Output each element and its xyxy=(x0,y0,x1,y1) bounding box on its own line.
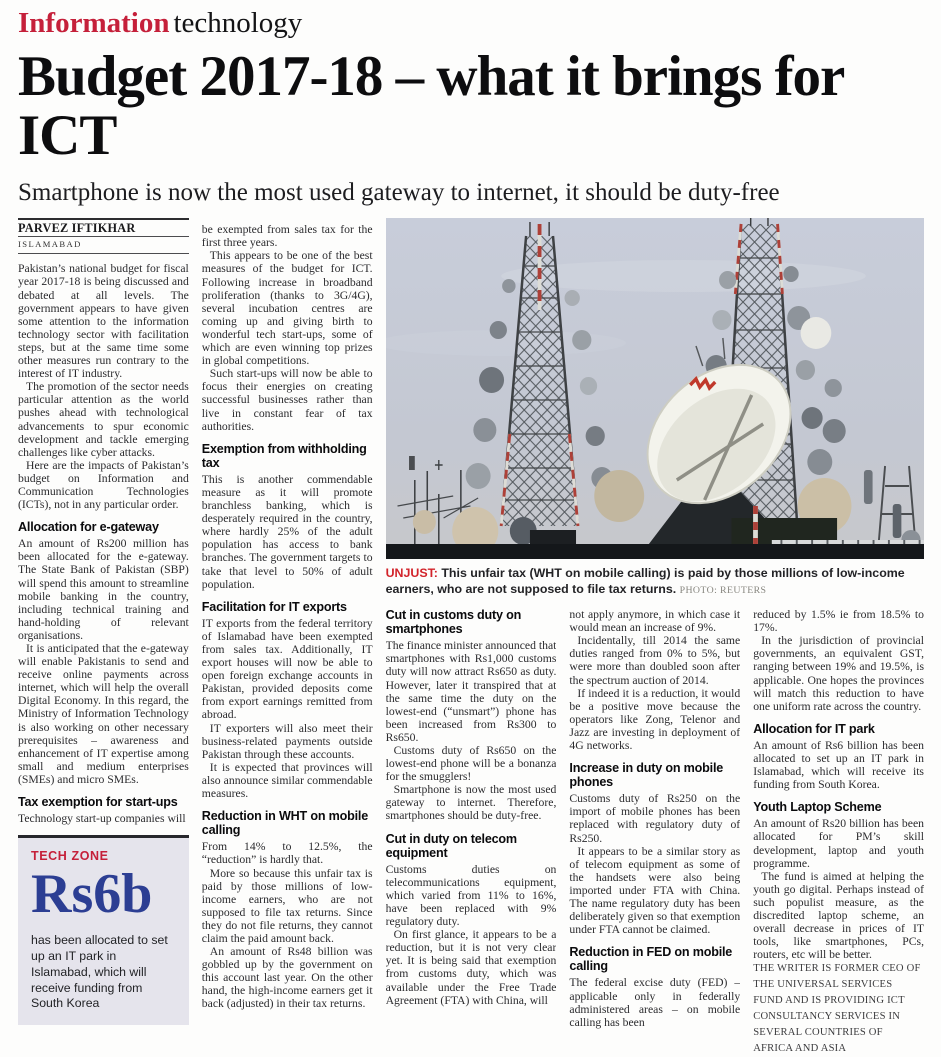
masthead-section-suffix: technology xyxy=(173,7,303,39)
article-paragraph: be exempted from sales tax for the first three years. xyxy=(201,223,373,250)
article-paragraph: not apply anymore, in which case it would mean an increase of 9%. xyxy=(569,608,741,635)
article-paragraph: If indeed it is a reduction, it would be a positive move because the operators like Zong, Telenor and Jazz are investing in deployment of 4G networks. xyxy=(569,686,741,752)
section-heading-fed-reduction: Reduction in FED on mobile calling xyxy=(569,945,733,974)
article-paragraph: It is anticipated that the e-gateway will enable Pakistanis to send and receive online payments across internet, which will help the overall Digital Economy. In this regard, the Ministry of Information Technology is also working on other necessary prerequisites – awareness and enhancement of IT expertise among small and medium enterprises (SMEs) and micro SMEs. xyxy=(18,642,189,786)
article-paragraph: Customs duties on telecommunications equipment, which varied from 11% to 16%, have been replaced with 9% regulatory duty. xyxy=(385,862,557,929)
photo-caption xyxy=(386,565,924,598)
tech-zone-box xyxy=(18,835,189,1025)
article-paragraph: Technology start-up companies will xyxy=(18,812,186,826)
article-paragraph: The promotion of the sector needs particular attention as the world pushes ahead with technological advancements to spur economic development and tackle emerging challenges like cyber attacks. xyxy=(18,380,189,459)
section-heading-youth-laptop-scheme: Youth Laptop Scheme xyxy=(753,800,882,815)
article-paragraph: In the jurisdiction of provincial governments, an equivalent GST, ranging between 19% and 19.5%, is applicable. One hopes the provinces will match this reduction to have one uniform rate across the country. xyxy=(753,634,924,713)
article-paragraph: Incidentally, till 2014 the same duties ranged from 0% to 5%, but were more than doubled soon after the spectrum auction of 2014. xyxy=(569,634,741,687)
article-paragraph: Smartphone is now the most used gateway to internet. Therefore, smartphones should be duty-free. xyxy=(385,783,557,823)
author-name: PARVEZ IFTIKHAR xyxy=(18,220,189,237)
article-paragraph: An amount of Rs48 billion was gobbled up by the government on this account last year. On the other hand, the high-income earners get it back (adjusted) in their tax returns. xyxy=(201,945,373,1011)
photo-credit: PHOTO: REUTERS xyxy=(679,585,767,597)
section-heading-smartphone-duty-cut: Cut in customs duty on smartphones xyxy=(385,608,522,637)
telecom-towers-photo xyxy=(386,218,924,559)
article-paragraph: An amount of Rs20 billion has been allocated for PM’s skill development, laptop and youth programme. xyxy=(753,817,924,870)
photo-caption-text: This unfair tax (WHT on mobile calling) is paid by those millions of low-income earners, who are not supposed to file tax returns. xyxy=(385,566,905,597)
tech-zone-figure: Rs6b xyxy=(31,863,153,926)
writer-bio: THE WRITER IS FORMER CEO OF THE UNIVERSAL SERVICES FUND AND IS PROVIDING ICT CONSULTANCY SERVICES IN SEVERAL COUNTRIES OF AFRICA AND ASIA xyxy=(753,963,921,1054)
column-2 xyxy=(202,218,373,1057)
tech-zone-text: has been allocated to set up an IT park in Islamabad, which will receive funding from South Korea xyxy=(31,933,168,1011)
article-paragraph: Customs duty of Rs250 on the import of mobile phones has been replaced with regulatory duty of Rs250. xyxy=(569,792,741,845)
section-heading-withholding-tax-exemption: Exemption from withholding tax xyxy=(201,441,367,470)
byline xyxy=(18,218,189,254)
article-paragraph: This is another commendable measure as it will promote branchless banking, which is desperately required in the country, where hardly 25% of the adult population has access to bank branches. The government targets to take that level to 50% of adult population. xyxy=(201,472,373,591)
article-paragraph: IT exporters will also meet their business-related payments outside Pakistan through these accounts. xyxy=(201,721,373,761)
article-photo xyxy=(386,218,924,608)
article-body xyxy=(18,218,924,1057)
article-paragraph: Customs duty of Rs650 on the lowest-end phone will be a bonanza for the smugglers! xyxy=(385,743,557,784)
article-paragraph: From 14% to 12.5%, the “reduction” is hardly that. xyxy=(201,840,373,867)
article-paragraph: More so because this unfair tax is paid by those millions of low-income earners, who are not supposed to file tax returns. Since they do not file returns, they cannot claim the paid amount back. xyxy=(201,866,373,945)
article-paragraph: This appears to be one of the best measures of the budget for ICT. Following increase in broadband proliferation (thanks to 3G/4G), several incubation centres are coming up and giving birth to wonderful tech start-ups, some of which are even winning top prizes in global competitions. xyxy=(201,249,373,368)
article-paragraph: Pakistan’s national budget for fiscal year 2017-18 is being discussed and debated at all levels. The government appears to have given some attention to the information technology sector with facilitation steps, but at the same time some other measures run contrary to the interest of IT industry. xyxy=(18,262,189,381)
photo-caption-label: UNJUST: xyxy=(385,566,438,581)
tech-zone-label: TECH ZONE xyxy=(31,849,109,864)
section-heading-allocation-e-gateway: Allocation for e-gateway xyxy=(18,520,159,535)
article-paragraph: IT exports from the federal territory of Islamabad have been exempted from sales tax. Additionally, IT export houses will now be able to open foreign exchange accounts in Pakistan, provided deposits come from export earnings remitted from abroad. xyxy=(201,616,373,722)
column-1 xyxy=(18,218,189,1057)
subheadline: Smartphone is now the most used gateway to internet, it should be duty-free xyxy=(18,178,780,206)
section-heading-it-park-allocation: Allocation for IT park xyxy=(753,721,875,736)
masthead-section-name: Information xyxy=(18,7,170,39)
article-paragraph: An amount of Rs200 million has been allocated for the e-gateway. The State Bank of Pakistan (SBP) will spend this amount to streamline mobile banking in the country, including technical training and hand-holding of relevant organisations. xyxy=(18,537,189,642)
article-paragraph: Here are the impacts of Pakistan’s budget on Information and Communication Technologies (ICTs), not in any particular order. xyxy=(18,458,189,512)
column-5 xyxy=(753,608,924,1057)
section-heading-telecom-equipment-duty-cut: Cut in duty on telecom equipment xyxy=(385,831,517,860)
section-heading-mobile-phone-duty-increase: Increase in duty on mobile phones xyxy=(569,761,724,790)
article-paragraph: Such start-ups will now be able to focus their energies on creating successful businesses rather than live in constant fear of tax authorities. xyxy=(201,367,373,433)
column-4 xyxy=(569,608,740,1057)
article-paragraph: An amount of Rs6 billion has been allocated to set up an IT park in Islamabad, which will receive its funding from South Korea. xyxy=(753,738,924,792)
article-paragraph: It is expected that provinces will also announce similar commendable measures. xyxy=(201,760,373,801)
dateline-location: ISLAMABAD xyxy=(18,237,189,254)
article-paragraph: The fund is aimed at helping the youth go digital. Perhaps instead of such populist measure, as the discredited laptop scheme, an overall decrease in prices of IT tools, like smartphones, PCs, routers, etc will be better. xyxy=(753,869,924,962)
section-heading-wht-reduction: Reduction in WHT on mobile calling xyxy=(201,809,368,838)
headline: Budget 2017-18 – what it brings for ICT xyxy=(18,45,844,167)
article-paragraph: On first glance, it appears to be a reduction, but it is not very clear yet. It is being said that exemption from customs duty, which was available under the Free Trade Agreement (FTA) with China, will xyxy=(385,928,557,1007)
section-heading-it-exports-facilitation: Facilitation for IT exports xyxy=(201,599,347,614)
article-paragraph: reduced by 1.5% ie from 18.5% to 17%. xyxy=(753,608,924,635)
masthead xyxy=(18,8,924,38)
article-paragraph: The federal excise duty (FED) – applicable only in federally administered areas – on mobile calling has been xyxy=(569,976,741,1029)
article-paragraph: It appears to be a similar story as of telecom equipment as some of the handsets were also being imported under FTA with China. The name regulatory duty has been deliberately given so that exemption under FTA cannot be claimed. xyxy=(569,844,741,937)
column-3 xyxy=(386,608,557,1057)
article-paragraph: The finance minister announced that smartphones with Rs1,000 customs duty will now attract Rs650 as duty. However, later it transpired that at the same time the duty on the lowest-end (“unsmart”) phone has been increased from Rs300 to Rs650. xyxy=(385,639,557,744)
section-heading-tax-exemption-startups: Tax exemption for start-ups xyxy=(18,795,178,810)
